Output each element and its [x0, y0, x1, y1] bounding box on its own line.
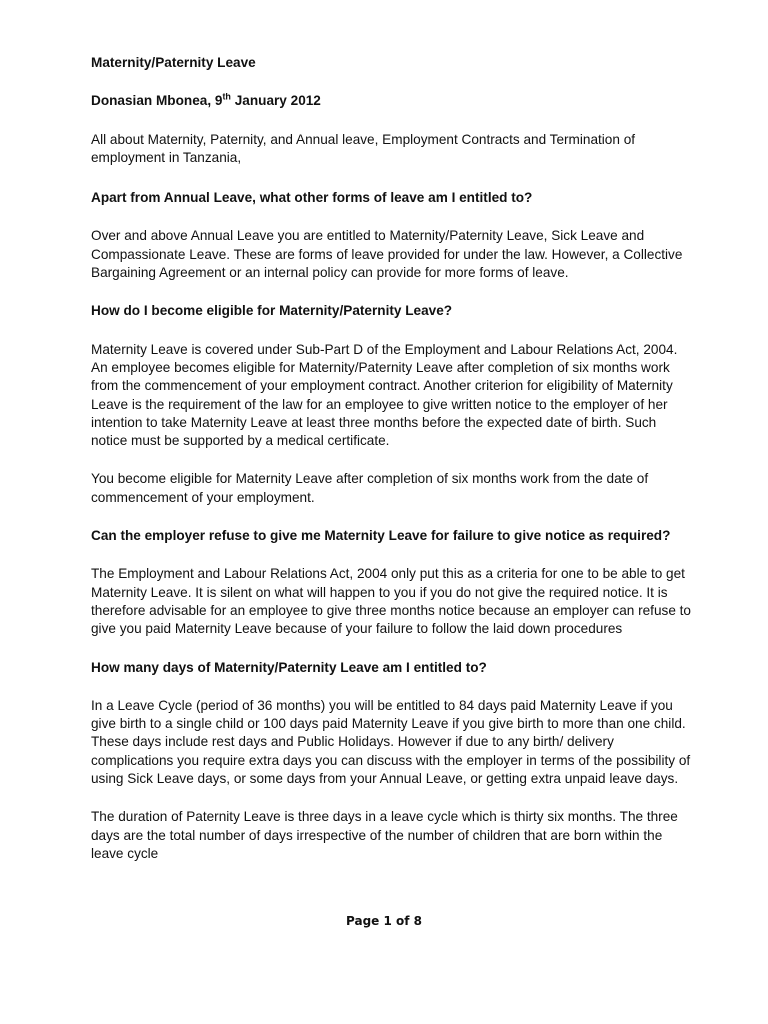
section-refusal: [91, 527, 691, 638]
section-eligibility: [91, 302, 691, 507]
section-question: Can the employer refuse to give me Maternity Leave for failure to give notice as required?: [91, 528, 671, 544]
section-answer: In a Leave Cycle (period of 36 months) you will be entitled to 84 days paid Maternity Leave if you give birth to a single child or 100 days paid Maternity Leave if you give birth to more than one child. These days include rest days and Public Holidays. However if due to any birth/ delivery complications you require extra days you can discuss with the employer in terms of the possibility of using Sick Leave days, or some days from your Annual Leave, or getting extra unpaid leave days.: [91, 697, 691, 787]
section-answer: The duration of Paternity Leave is three days in a leave cycle which is thirty six months. The three days are the total number of days irrespective of the number of children that are born within the leave cycle: [91, 809, 678, 861]
section-other-leave: [91, 189, 691, 282]
page-number-footer: Page 1 of 8: [346, 914, 422, 928]
section-answer: Over and above Annual Leave you are entitled to Maternity/Paternity Leave, Sick Leave and Compassionate Leave. These are forms of leave provided for under the law. However, a Collective Bargaining Agreement or an internal policy can provide for more forms of leave.: [91, 228, 683, 281]
intro-paragraph: All about Maternity, Paternity, and Annual leave, Employment Contracts and Termination of employment in Tanzania,: [91, 131, 636, 165]
author-date-line: [91, 92, 691, 110]
section-days: [91, 659, 691, 864]
section-question: Apart from Annual Leave, what other forms of leave am I entitled to?: [91, 190, 533, 206]
section-question: How do I become eligible for Maternity/Paternity Leave?: [91, 303, 453, 319]
section-answer: The Employment and Labour Relations Act, 2004 only put this as a criteria for one to be able to get Maternity Leave. It is silent on what will happen to you if you do not give the required notice. It is therefore advisable for an employee to give three months notice because an employer can refuse to give you paid Maternity Leave because of your failure to follow the laid down procedures: [91, 566, 691, 637]
section-answer: You become eligible for Maternity Leave after completion of six months work from the date of commencement of your employment.: [91, 471, 649, 505]
author-date-suffix: January 2012: [230, 93, 321, 109]
section-question: How many days of Maternity/Paternity Leave am I entitled to?: [91, 659, 487, 675]
author-date-superscript: th: [222, 91, 231, 102]
author-date-prefix: Donasian Mbonea, 9: [91, 93, 223, 109]
section-answer: Maternity Leave is covered under Sub-Part D of the Employment and Labour Relations Act, 2004. An employee becomes eligible for Maternity/Paternity Leave after completion of six months work from the commencement of your employment contract. Another criterion for eligibility of Maternity Leave is the requirement of the law for an employee to give written notice to the employer of her intention to take Maternity Leave at least three months before the expected date of birth. Such notice must be supported by a medical certificate.: [91, 341, 678, 449]
document-page: [91, 54, 691, 883]
document-title: Maternity/Paternity Leave: [91, 55, 256, 70]
